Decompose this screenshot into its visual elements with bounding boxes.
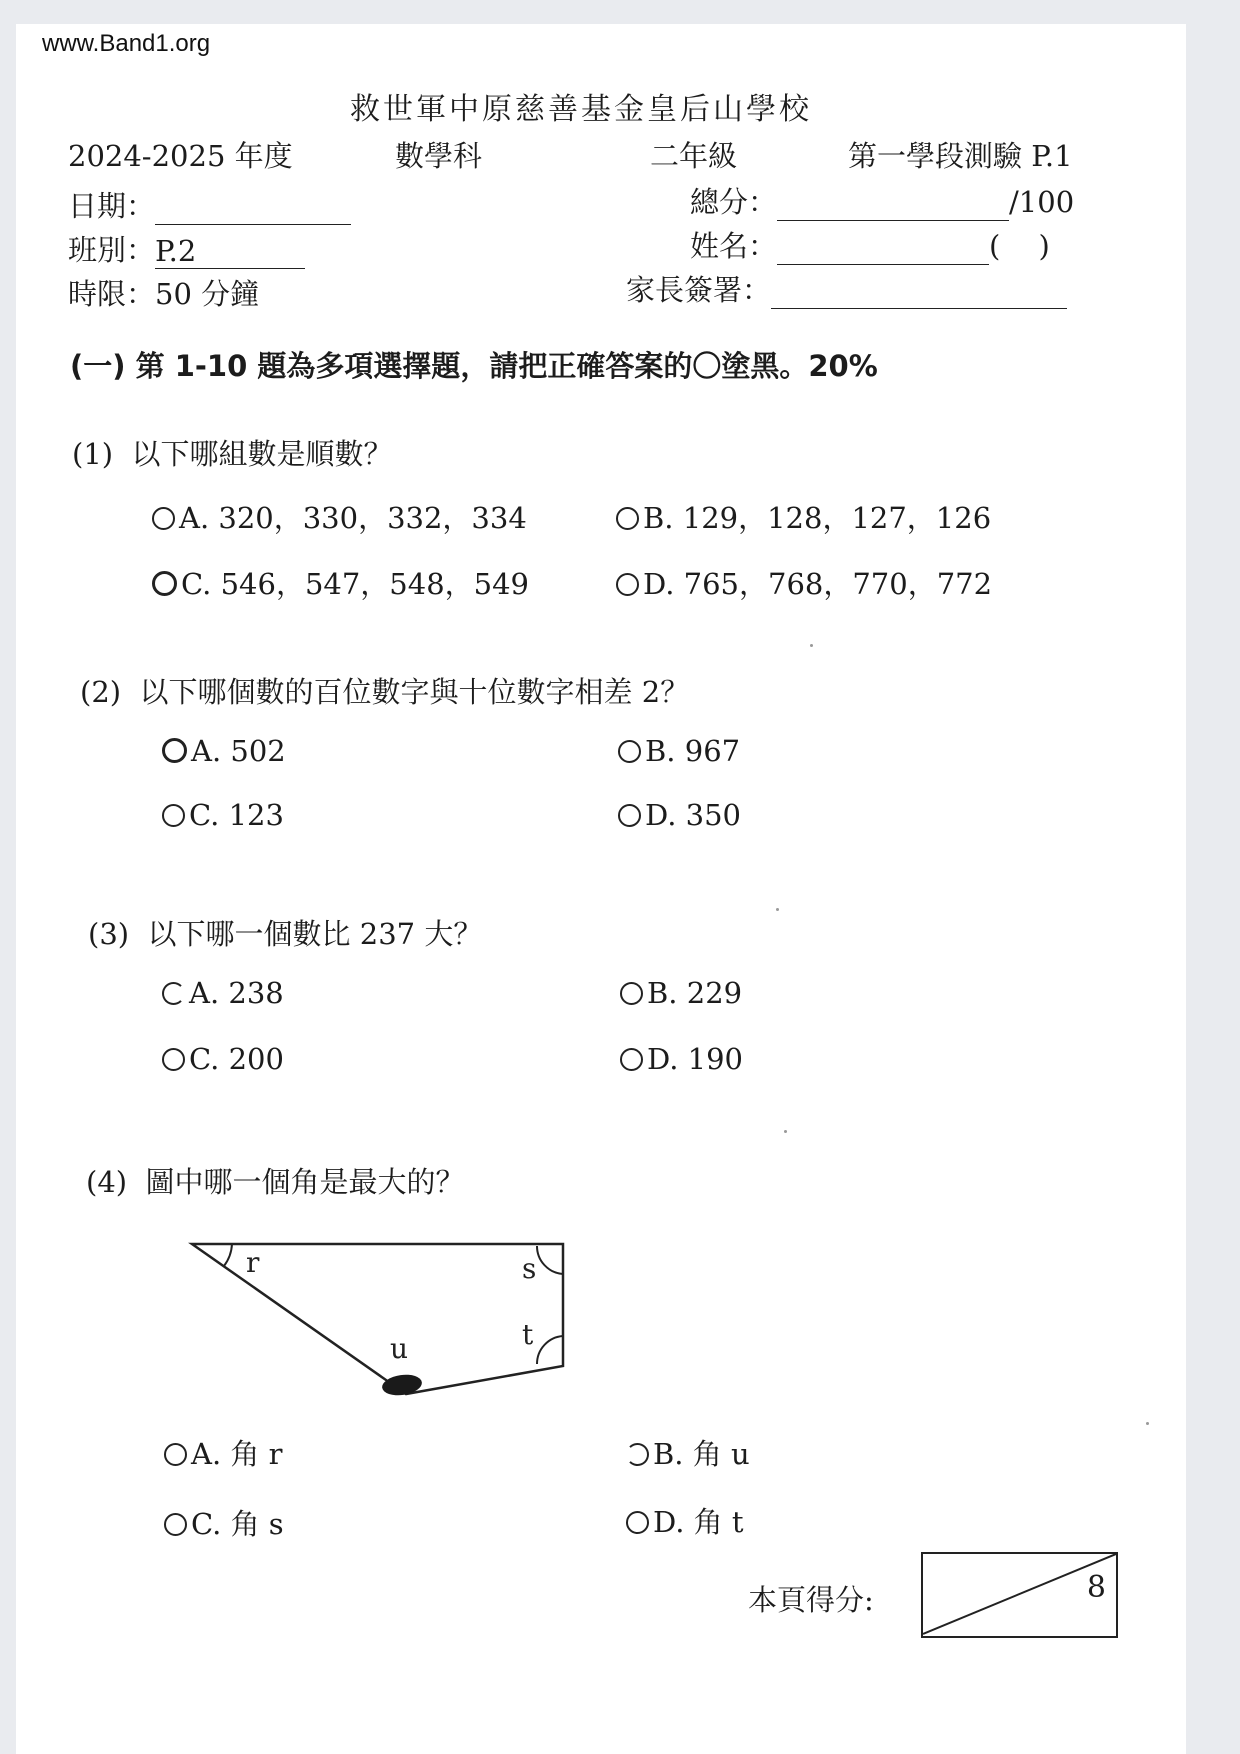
q1-option-d[interactable] xyxy=(616,562,992,603)
question-2-text: 以下哪個數的百位數字與十位數字相差 2？ xyxy=(139,675,690,709)
time-limit: 時限：50 分鐘 xyxy=(68,277,260,311)
answer-bubble-icon[interactable] xyxy=(616,507,639,530)
q3-option-c[interactable] xyxy=(162,1042,284,1076)
answer-bubble-icon[interactable] xyxy=(164,1443,187,1466)
q4-option-b[interactable] xyxy=(626,1432,750,1473)
question-3-number: (3) xyxy=(88,917,130,951)
q1-option-b-text: B. 129，128，127，126 xyxy=(643,501,992,535)
question-4-number: (4) xyxy=(86,1165,128,1199)
label-s: s xyxy=(522,1252,537,1285)
q3-option-b[interactable] xyxy=(620,976,742,1010)
quadrilateral-figure xyxy=(180,1236,580,1406)
q1-option-a[interactable] xyxy=(152,496,527,537)
class-field[interactable] xyxy=(155,234,305,269)
answer-bubble-icon[interactable] xyxy=(152,507,175,530)
question-1-text: 以下哪組數是順數？ xyxy=(131,437,393,471)
q1-option-b[interactable] xyxy=(616,496,991,537)
page-score-box xyxy=(921,1552,1118,1638)
answer-bubble-icon[interactable] xyxy=(162,738,187,763)
question-4-text: 圖中哪一個角是最大的？ xyxy=(145,1165,465,1199)
watermark: www.Band1.org xyxy=(42,30,211,57)
q2-option-a-text: A. 502 xyxy=(191,734,286,768)
q2-option-b[interactable] xyxy=(618,734,740,768)
page-score-value: 8 xyxy=(1086,1570,1106,1605)
scan-speck xyxy=(776,908,779,911)
q1-option-a-text: A. 320，330，332，334 xyxy=(179,501,527,535)
question-2-number: (2) xyxy=(80,675,122,709)
grade: 二年級 xyxy=(650,139,738,173)
q2-option-c[interactable] xyxy=(162,798,284,832)
score-field[interactable] xyxy=(777,194,1009,221)
q3-option-c-text: C. 200 xyxy=(189,1042,284,1076)
label-t: t xyxy=(522,1318,534,1351)
q4-option-d[interactable] xyxy=(626,1500,744,1541)
answer-bubble-icon[interactable] xyxy=(162,1048,185,1071)
question-3-text: 以下哪一個數比 237 大？ xyxy=(147,917,483,951)
q3-option-a[interactable] xyxy=(162,976,284,1010)
answer-bubble-icon[interactable] xyxy=(618,740,641,763)
q1-option-c-text: C. 546，547，548，549 xyxy=(181,567,530,601)
score-total: /100 xyxy=(1009,185,1075,219)
school-name: 救世軍中原慈善基金皇后山學校 xyxy=(350,92,812,127)
q3-option-d[interactable] xyxy=(620,1042,743,1076)
angle-t-arc xyxy=(537,1336,563,1364)
q4-option-c[interactable] xyxy=(164,1502,284,1543)
score-label: 總分： xyxy=(690,185,778,219)
q2-option-a[interactable] xyxy=(162,734,286,768)
q4-option-b-text: B. 角 u xyxy=(653,1437,750,1471)
q4-option-c-text: C. 角 s xyxy=(191,1507,284,1541)
name-field[interactable] xyxy=(777,238,989,265)
answer-bubble-icon[interactable] xyxy=(620,982,643,1005)
scan-speck xyxy=(810,644,813,647)
q2-option-d[interactable] xyxy=(618,798,741,832)
subject: 數學科 xyxy=(395,139,483,173)
answer-bubble-icon[interactable] xyxy=(162,804,185,827)
q4-option-a[interactable] xyxy=(164,1432,282,1473)
answer-bubble-icon[interactable] xyxy=(626,1443,649,1466)
q3-option-a-text: A. 238 xyxy=(189,976,284,1010)
scan-speck xyxy=(784,1130,787,1133)
q1-option-c[interactable] xyxy=(152,562,529,603)
answer-bubble-icon[interactable] xyxy=(616,573,639,596)
page-score-label: 本頁得分: xyxy=(748,1583,874,1617)
school-year: 2024-2025 年度 xyxy=(68,139,293,173)
angle-r-arc xyxy=(224,1244,232,1266)
q3-option-b-text: B. 229 xyxy=(647,976,743,1010)
name-paren: ( ) xyxy=(989,229,1050,263)
class-value: P.2 xyxy=(155,234,197,268)
signature-label: 家長簽署： xyxy=(626,273,772,307)
answer-bubble-icon[interactable] xyxy=(626,1511,649,1534)
name-row xyxy=(690,224,1050,265)
question-2 xyxy=(80,670,689,711)
question-1 xyxy=(72,432,393,473)
answer-bubble-icon[interactable] xyxy=(162,982,185,1005)
q3-option-d-text: D. 190 xyxy=(647,1042,744,1076)
signature-field[interactable] xyxy=(771,282,1067,309)
q2-option-d-text: D. 350 xyxy=(645,798,742,832)
q4-option-d-text: D. 角 t xyxy=(653,1505,744,1539)
answer-bubble-icon[interactable] xyxy=(164,1513,187,1536)
q1-option-d-text: D. 765，768，770，772 xyxy=(643,567,993,601)
q2-option-c-text: C. 123 xyxy=(189,798,284,832)
date-field[interactable] xyxy=(155,198,351,225)
question-4 xyxy=(86,1160,465,1201)
angle-u-scribble xyxy=(381,1372,423,1397)
q2-option-b-text: B. 967 xyxy=(645,734,741,768)
date-label: 日期： xyxy=(68,189,156,223)
signature-row xyxy=(626,268,1067,309)
angle-s-arc xyxy=(537,1246,563,1274)
label-r: r xyxy=(246,1246,260,1279)
question-1-number: (1) xyxy=(72,437,114,471)
class-row xyxy=(68,228,305,269)
section-title: (一) 第 1-10 題為多項選擇題，請把正確答案的〇塗黑。20% xyxy=(70,349,878,383)
date-row xyxy=(68,184,351,225)
q4-option-a-text: A. 角 r xyxy=(191,1437,283,1471)
question-3 xyxy=(88,912,482,953)
label-u: u xyxy=(390,1332,409,1365)
answer-bubble-icon[interactable] xyxy=(152,571,177,596)
class-label: 班別： xyxy=(68,233,156,267)
answer-bubble-icon[interactable] xyxy=(620,1048,643,1071)
score-row xyxy=(690,180,1074,221)
exam-title: 第一學段測驗 P.1 xyxy=(848,139,1073,173)
name-label: 姓名： xyxy=(690,229,778,263)
answer-bubble-icon[interactable] xyxy=(618,804,641,827)
scan-speck xyxy=(1146,1422,1149,1425)
